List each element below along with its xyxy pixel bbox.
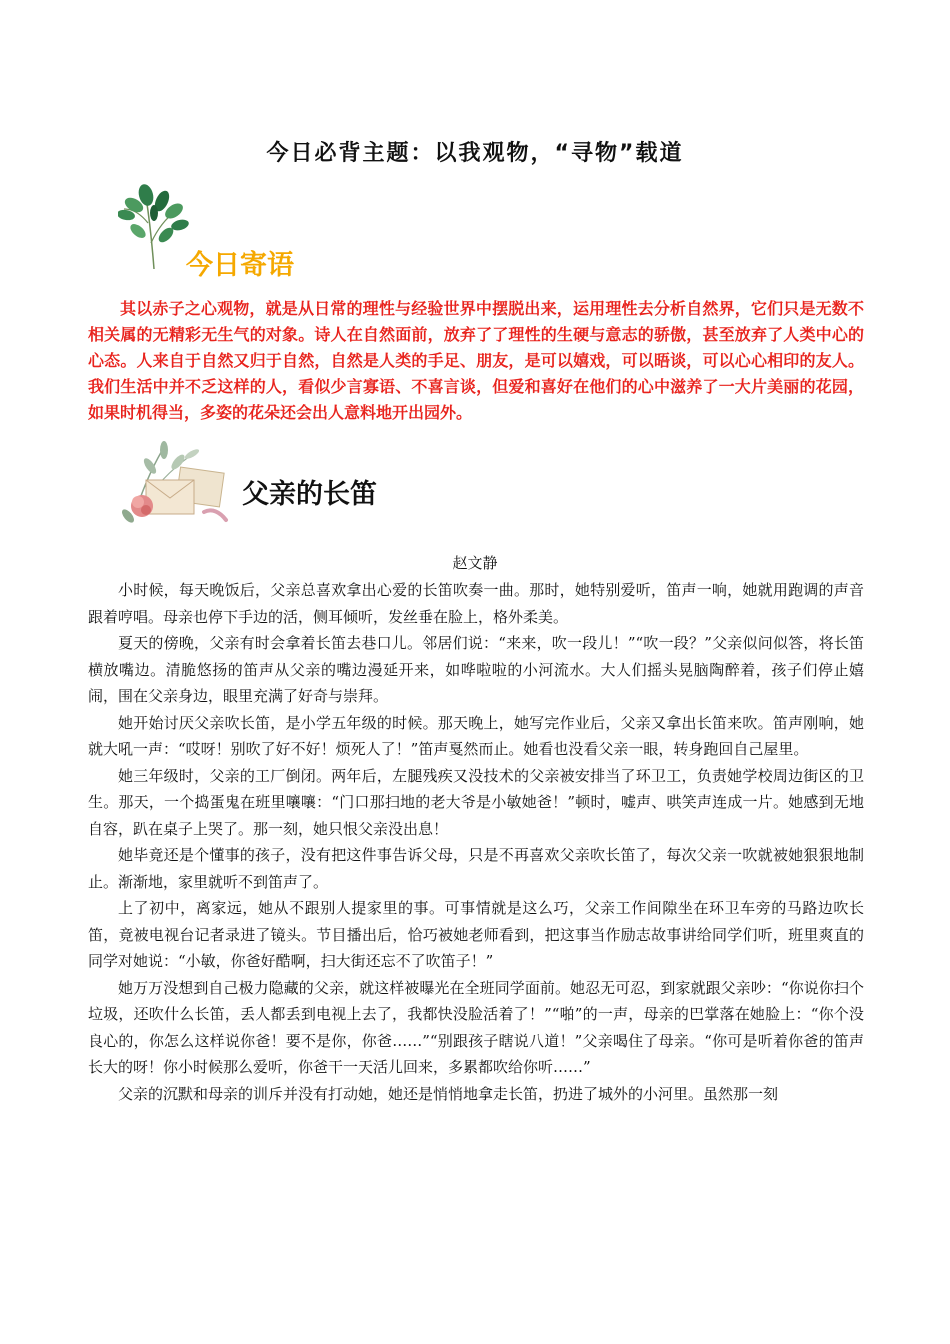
article-paragraph: 小时候，每天晚饭后，父亲总喜欢拿出心爱的长笛吹奏一曲。那时，她特别爱听，笛声一响，她就用跑调的声音跟着哼唱。母亲也停下手边的活，侧耳倾听，发丝垂在脸上，格外柔美。 [88, 581, 864, 626]
leaf-sprig-icon [118, 183, 190, 271]
article-body [88, 577, 864, 1107]
article-paragraph: 她万万没想到自己极力隐藏的父亲，就这样被曝光在全班同学面前。她忍无可忍，到家就跟父亲吵：“你说你扫个垃圾，还吹什么长笛，丢人都丢到电视上去了，我都快没脸活着了！”“啪”的一声，母亲的巴掌落在她脸上：“你个没良心的，你怎么这样说你爸！要不是你，你爸……”“别跟孩子瞎说八道！”父亲喝住了母亲。“你可是听着你爸的笛声长大的呀！你小时候那么爱听，你爸干一天活儿回来，多累都吹给你听……” [88, 978, 864, 1076]
article-title: 父亲的长笛 [242, 479, 377, 510]
article-paragraph: 父亲的沉默和母亲的训斥并没有打动她，她还是悄悄地拿走长笛，扔进了城外的小河里。虽然那一刻 [118, 1084, 779, 1103]
article-paragraph: 她三年级时，父亲的工厂倒闭。两年后，左腿残疾又没技术的父亲被安排当了环卫工，负责她学校周边街区的卫生。那天，一个捣蛋鬼在班里嚷嚷：“门口那扫地的老大爷是小敏她爸！”顿时，嘘声、哄笑声连成一片。她感到无地自容，趴在桌子上哭了。那一刻，她只恨父亲没出息！ [88, 766, 864, 838]
motto-text: 其以赤子之心观物，就是从日常的理性与经验世界中摆脱出来，运用理性去分析自然界，它们只是无数不相关属的无精彩无生气的对象。诗人在自然面前，放弃了了理性的生硬与意志的骄傲，甚至放弃了人类中心的心态。人来自于自然又归于自然，自然是人类的手足、朋友，是可以嬉戏，可以晤谈，可以心心相印的友人。我们生活中并不乏这样的人，看似少言寡语、不喜言谈，但爱和喜好在他们的心中滋养了一大片美丽的花园，如果时机得当，多姿的花朵还会出人意料地开出园外。 [88, 299, 864, 422]
page-title: 今日必背主题：以我观物，“寻物”载道 [266, 141, 684, 166]
article-paragraph: 她毕竟还是个懂事的孩子，没有把这件事告诉父母，只是不再喜欢父亲吹长笛了，每次父亲一吹就被她狠狠地制止。渐渐地，家里就听不到笛声了。 [88, 846, 864, 891]
article-author: 赵文静 [452, 554, 498, 572]
article-paragraph: 上了初中，离家远，她从不跟别人提家里的事。可事情就是这么巧，父亲工作间隙坐在环卫车旁的马路边吹长笛，竟被电视台记者录进了镜头。节目播出后，恰巧被她老师看到，把这事当作励志故事讲给同学们听，班里爽直的同学对她说：“小敏，你爸好酷啊，扫大街还忘不了吹笛子！” [88, 899, 864, 970]
article-paragraph: 她开始讨厌父亲吹长笛，是小学五年级的时候。那天晚上，她写完作业后，父亲又拿出长笛来吹。笛声刚响，她就大吼一声：“哎呀！别吹了好不好！烦死人了！”笛声戛然而止。她看也没看父亲一眼，转身跑回自己屋里。 [88, 713, 864, 758]
motto-heading: 今日寄语 [186, 250, 294, 281]
article-paragraph: 夏天的傍晚，父亲有时会拿着长笛去巷口儿。邻居们说：“来来，吹一段儿！”“吹一段？”父亲似问似答，将长笛横放嘴边。清脆悠扬的笛声从父亲的嘴边漫延开来，如哗啦啦的小河流水。大人们摇头晃脑陶醉着，孩子们停止嬉闹，围在父亲身边，眼里充满了好奇与崇拜。 [88, 634, 864, 705]
envelope-flower-icon [116, 440, 234, 530]
